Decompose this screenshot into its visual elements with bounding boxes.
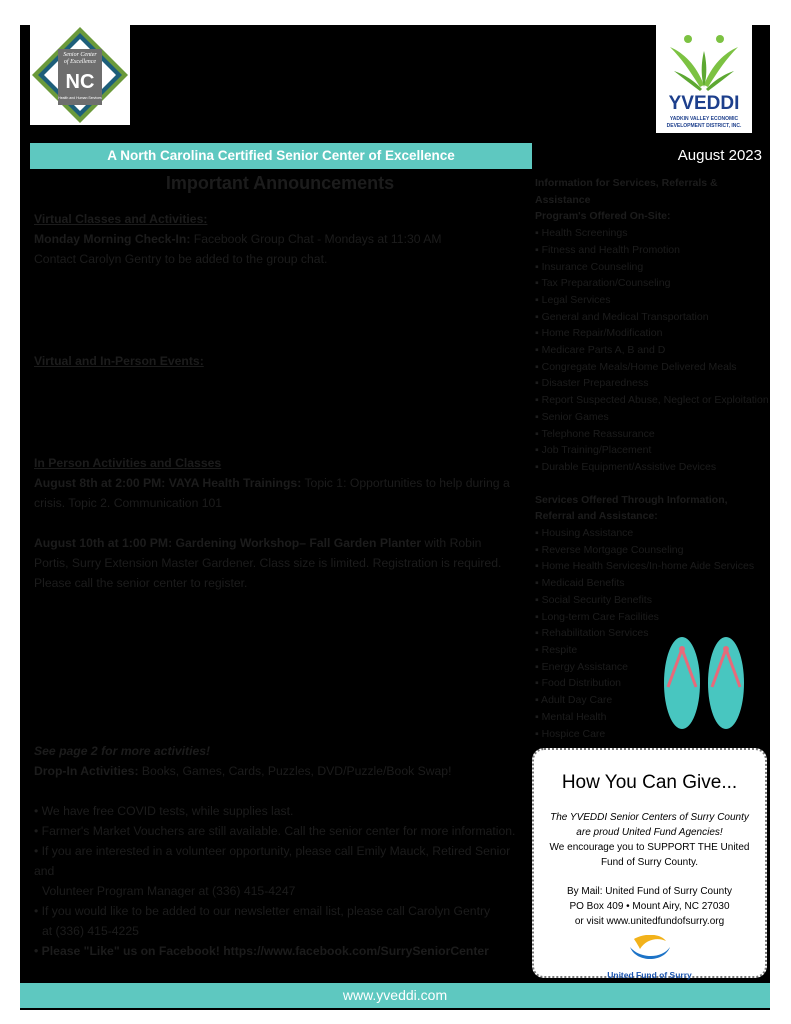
onsite-item: ▪ Medicare Parts A, B and D: [535, 344, 666, 357]
referral-item: ▪ Food Distribution: [535, 677, 622, 690]
give-website[interactable]: or visit www.unitedfundofsurry.org: [574, 916, 725, 927]
more-activities-section: [34, 741, 529, 961]
checkin-contact: Contact Carolyn Gentry to be added to the group chat.: [34, 252, 328, 266]
facebook-label: • Please "Like" us on Facebook!: [34, 944, 220, 958]
services-heading: Information for Services, Referrals & Assistance: [535, 177, 718, 206]
item2-text: with Robin Portis, Surry Extension Master Gardener. Class size is limited. Registration is required. Please call the senior center to register.: [34, 536, 502, 590]
footer-website[interactable]: www.yveddi.com: [20, 983, 770, 1008]
events-section: [34, 351, 524, 371]
referral-item: ▪ Reverse Mortgage Counseling: [535, 543, 684, 556]
logo-right-line2: DEVELOPMENT DISTRICT, INC.: [666, 123, 742, 129]
flip-flops-icon: [660, 635, 750, 735]
referral-item: ▪ Medicaid Benefits: [535, 577, 625, 590]
logo-left-line2: of Excellence: [63, 59, 97, 65]
onsite-item: ▪ Job Training/Placement: [535, 444, 652, 457]
referral-item: ▪ Mental Health: [535, 710, 607, 723]
item1-label: August 8th at 2:00 PM: VAYA Health Trainings:: [34, 476, 302, 490]
how-you-can-give-box: [532, 748, 767, 978]
united-fund-logo: [534, 935, 765, 980]
issue-date: August 2023: [677, 147, 762, 164]
virtual-title: Virtual Classes and Activities:: [34, 212, 208, 226]
bullet-covid: • We have free COVID tests, while supplies last.: [34, 804, 294, 818]
referral-item: ▪ Hospice Care: [535, 727, 606, 740]
onsite-item: ▪ General and Medical Transportation: [535, 310, 709, 323]
onsite-item: ▪ Fitness and Health Promotion: [535, 243, 680, 256]
referral-item: ▪ Rehabilitation Services: [535, 627, 649, 640]
referral-item: ▪ Respite: [535, 643, 578, 656]
inperson-title: In Person Activities and Classes: [34, 456, 222, 470]
senior-center-logo: [30, 25, 130, 125]
referral-item: ▪ Social Security Benefits: [535, 593, 652, 606]
see-page-note: See page 2 for more activities!: [34, 744, 211, 758]
logo-left-line1: Senior Center: [63, 52, 97, 58]
onsite-item: ▪ Insurance Counseling: [535, 260, 644, 273]
give-mail-line2: PO Box 409 • Mount Airy, NC 27030: [569, 901, 730, 912]
onsite-item: ▪ Congregate Meals/Home Delivered Meals: [535, 360, 737, 373]
newsletter-page: [20, 25, 770, 1010]
onsite-item: ▪ Telephone Reassurance: [535, 427, 655, 440]
logo-left-line4: Health and Human Services: [58, 96, 102, 100]
referral-heading: Services Offered Through Information, Referral and Assistance:: [535, 493, 728, 523]
onsite-list: [535, 225, 770, 476]
give-mail-line1: By Mail: United Fund of Surry County: [566, 886, 733, 897]
bullet-newsletter: • If you would like to be added to our newsletter email list, please call Carolyn Gentry: [34, 904, 491, 918]
give-italic: The YVEDDI Senior Centers of Surry County are proud United Fund Agencies!: [550, 812, 749, 838]
logo-right-line1: YADKIN VALLEY ECONOMIC: [669, 116, 739, 122]
bullet-volunteer: • If you are interested in a volunteer opportunity, please call Emily Mauck, Retired Senior and: [34, 844, 511, 878]
virtual-section: [34, 209, 524, 269]
united-fund-logo-text: United Fund of Surry: [607, 970, 692, 980]
logo-right-name: YVEDDI: [668, 93, 740, 114]
onsite-item: ▪ Senior Games: [535, 410, 609, 423]
referral-item: ▪ Long-term Care Facilities: [535, 610, 659, 623]
give-support: We encourage you to SUPPORT THE United Fund of Surry County.: [549, 842, 750, 868]
onsite-heading: Program's Offered On-Site:: [535, 210, 671, 223]
give-title: How You Can Give...: [561, 772, 738, 793]
events-title: Virtual and In-Person Events:: [34, 354, 204, 368]
referral-item: ▪ Housing Assistance: [535, 527, 634, 540]
referral-item: ▪ Adult Day Care: [535, 694, 613, 707]
item2-label: August 10th at 1:00 PM: Gardening Workshop– Fall Garden Planter: [34, 536, 422, 550]
onsite-item: ▪ Tax Preparation/Counseling: [535, 277, 671, 290]
bullet-newsletter-cont: at (336) 415-4225: [42, 924, 139, 938]
bullet-volunteer-cont: Volunteer Program Manager at (336) 415-4247: [42, 884, 296, 898]
referral-item: ▪ Energy Assistance: [535, 660, 629, 673]
onsite-item: ▪ Report Suspected Abuse, Neglect or Exploitation: [535, 394, 769, 407]
onsite-item: ▪ Disaster Preparedness: [535, 377, 649, 390]
onsite-item: ▪ Legal Services: [535, 293, 611, 306]
referral-item: ▪ Home Health Services/In-home Aide Services: [535, 560, 755, 573]
dropin-label: Drop-In Activities:: [34, 764, 139, 778]
checkin-label: Monday Morning Check-In:: [34, 232, 191, 246]
facebook-link[interactable]: https://www.facebook.com/SurrySeniorCenter: [223, 944, 489, 958]
onsite-item: ▪ Home Repair/Modification: [535, 327, 663, 340]
inperson-section: [34, 453, 514, 593]
announcements-title: Important Announcements: [165, 173, 395, 193]
onsite-item: ▪ Durable Equipment/Assistive Devices: [535, 460, 717, 473]
checkin-text: Facebook Group Chat - Mondays at 11:30 AM: [193, 232, 442, 246]
logo-left-mark: NC: [65, 71, 95, 93]
yveddi-logo: [656, 25, 752, 133]
item1-text: Topic 1: Opportunities to help during a crisis. Topic 2. Communication 101: [34, 476, 510, 510]
dropin-text: Books, Games, Cards, Puzzles, DVD/Puzzle/Book Swap!: [141, 764, 452, 778]
bullet-vouchers: • Farmer's Market Vouchers are still available. Call the senior center for more information.: [34, 824, 516, 838]
certification-banner: A North Carolina Certified Senior Center of Excellence: [30, 143, 532, 169]
onsite-item: ▪ Health Screenings: [535, 227, 628, 240]
